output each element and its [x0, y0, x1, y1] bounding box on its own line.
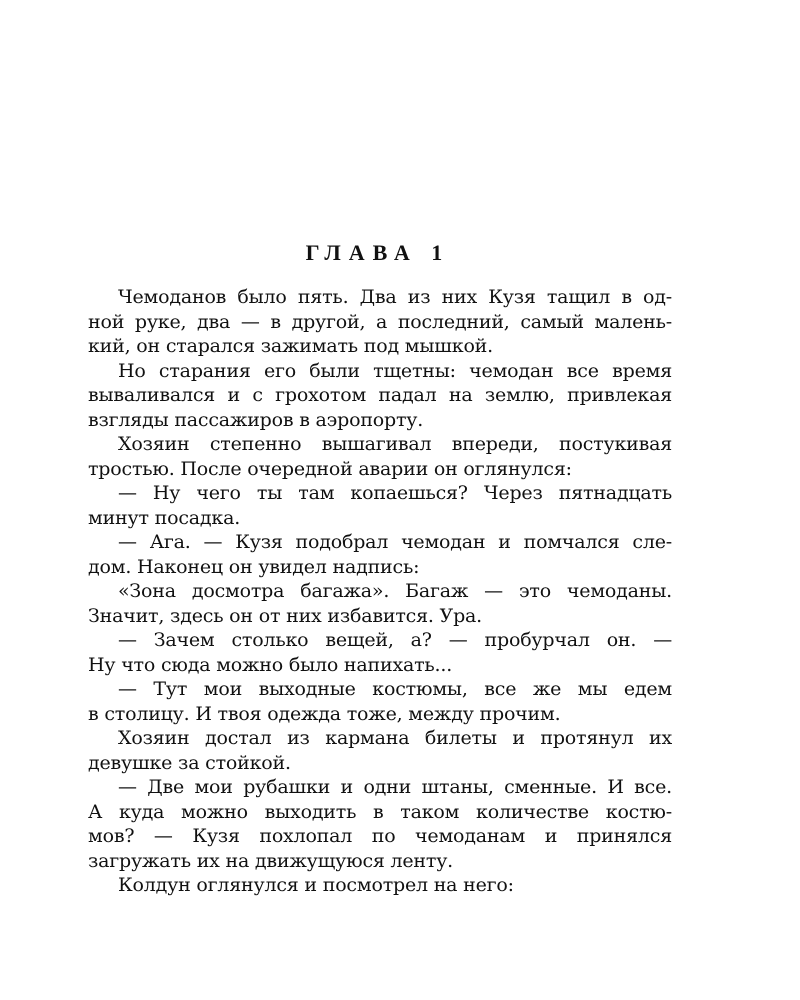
- text-line: минут посадка.: [88, 506, 241, 529]
- text-line: — Зачем столько вещей, а? — пробурчал он. —: [118, 629, 672, 651]
- chapter-title: ГЛАВА 1: [305, 240, 451, 265]
- text-line: — Ну чего ты там копаешься? Через пятнадцать: [118, 482, 672, 504]
- text-line: Ну что сюда можно было напихать...: [88, 653, 453, 676]
- text-line: Но старания его были тщетны: чемодан все время: [118, 359, 672, 382]
- text-line: в столицу. И твоя одежда тоже, между прочим.: [88, 702, 561, 725]
- text-line: девушке за стойкой.: [88, 751, 291, 774]
- text-line: тростью. После очередной аварии он оглянулся:: [88, 457, 572, 480]
- text-line: Значит, здесь он от них избавится. Ура.: [88, 604, 483, 627]
- text-line: Чемоданов было пять. Два из них Кузя тащил в од-: [118, 286, 672, 308]
- text-line: ной руке, два — в другой, а последний, самый малень-: [88, 310, 672, 333]
- text-line: взгляды пассажиров в аэропорту.: [88, 408, 424, 431]
- chapter-body-text: [88, 285, 672, 898]
- text-line: — Тут мои выходные костюмы, все же мы едем: [118, 678, 672, 700]
- text-line: А куда можно выходить в таком количестве костю-: [88, 800, 672, 823]
- text-line: Хозяин степенно вышагивал впереди, постукивая: [118, 433, 672, 455]
- text-line: кий, он старался зажимать под мышкой.: [88, 335, 493, 357]
- text-line: дом. Наконец он увидел надпись:: [88, 555, 420, 578]
- text-line: «Зона досмотра багажа». Багаж — это чемоданы.: [118, 580, 672, 602]
- text-line: мов? — Кузя похлопал по чемоданам и принялся: [88, 825, 672, 847]
- text-line: — Две мои рубашки и одни штаны, сменные. И все.: [118, 776, 672, 798]
- text-line: — Ага. — Кузя подобрал чемодан и помчался сле-: [118, 531, 672, 553]
- text-line: вываливался и с грохотом падал на землю, привлекая: [88, 384, 672, 406]
- text-line: Хозяин достал из кармана билеты и протянул их: [118, 727, 672, 749]
- text-line: загружать их на движущуюся ленту.: [88, 849, 454, 872]
- text-line: Колдун оглянулся и посмотрел на него:: [118, 874, 514, 896]
